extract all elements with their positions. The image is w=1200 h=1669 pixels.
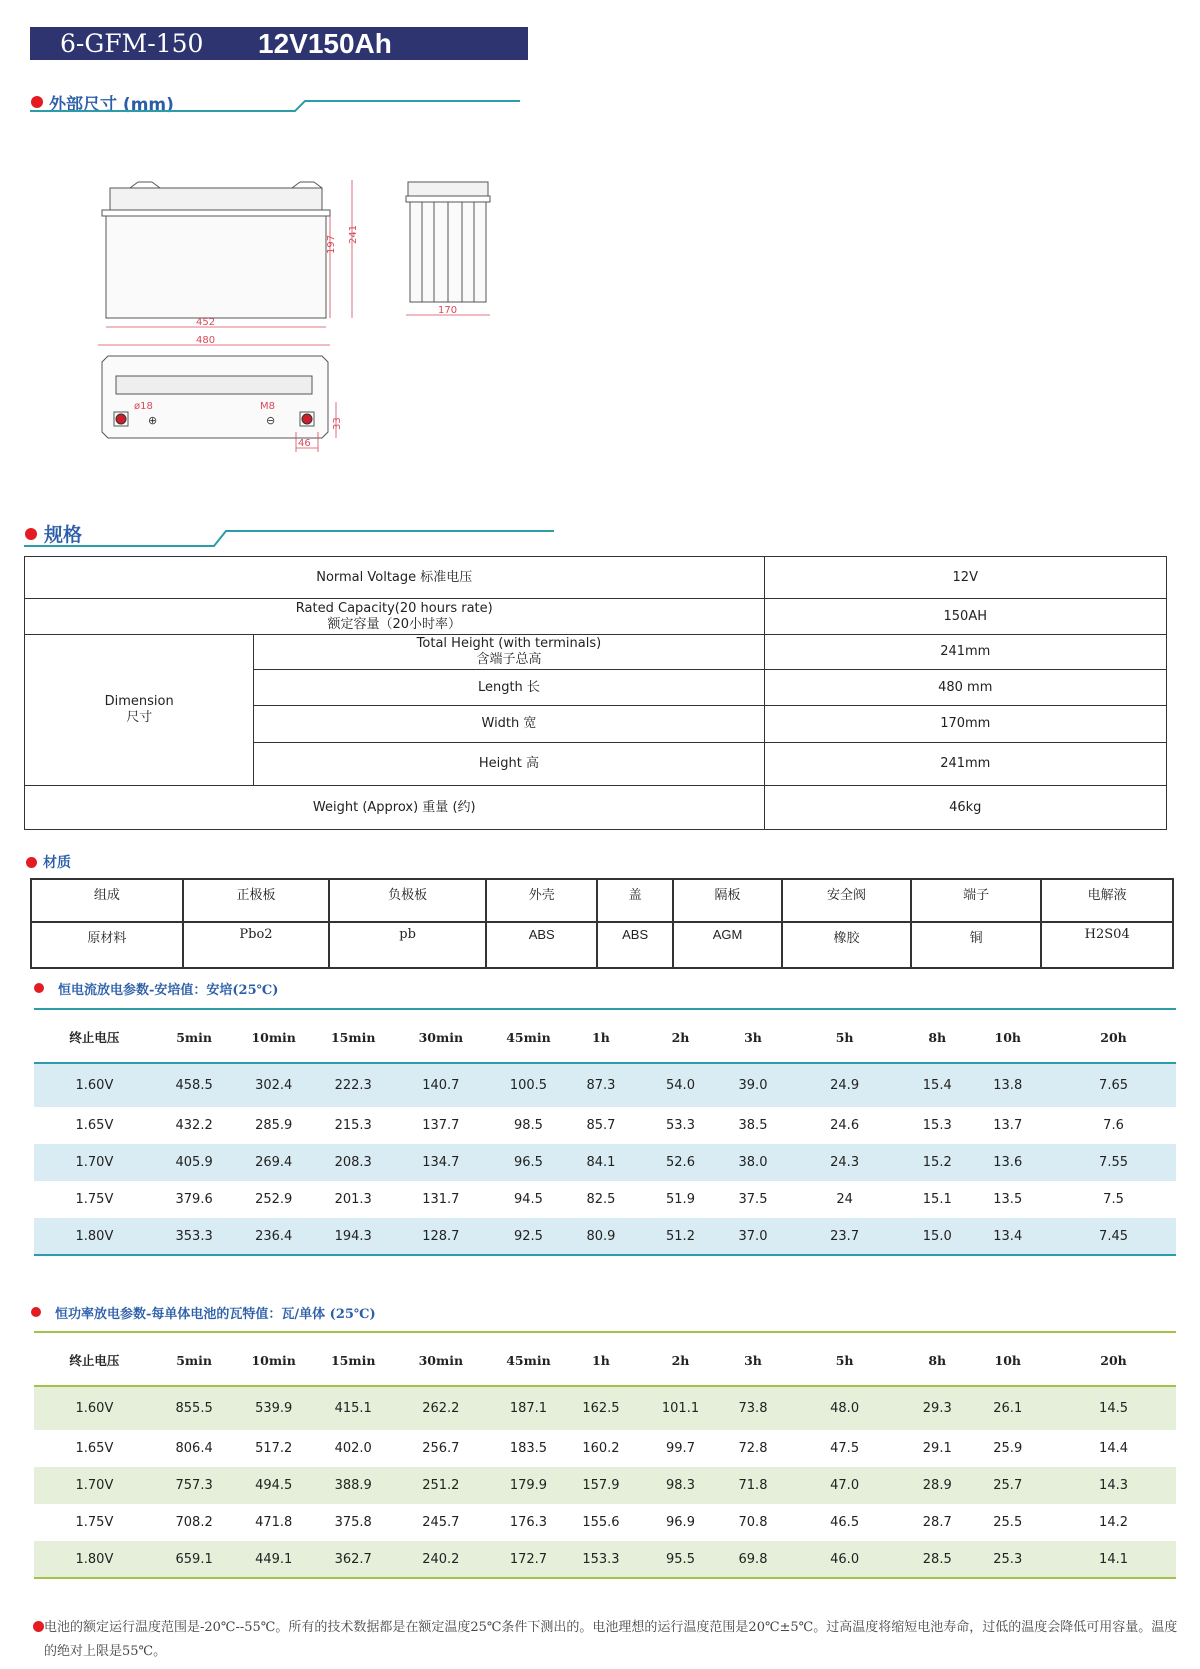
table-header-cell: 2h xyxy=(634,1335,727,1386)
table-row xyxy=(34,1430,1176,1467)
table-cell: 96.9 xyxy=(666,1515,695,1530)
table-cell: 101.1 xyxy=(661,1401,700,1416)
table-cell: 245.7 xyxy=(422,1515,460,1530)
current-discharge-table xyxy=(34,1012,1176,1256)
table-cell: 13.5 xyxy=(993,1192,1023,1207)
table-cell: 54.0 xyxy=(666,1078,695,1093)
spec-total-height-cn: 含端子总高 xyxy=(476,652,542,667)
table-cell: 82.5 xyxy=(586,1192,616,1207)
table-cell: 1.70V xyxy=(75,1478,114,1493)
material-table xyxy=(30,878,1174,969)
table-cell: 222.3 xyxy=(334,1078,372,1093)
spec-dimension-en: Dimension xyxy=(104,694,174,709)
table-cell: 70.8 xyxy=(738,1515,768,1530)
table-cell: 855.5 xyxy=(175,1401,213,1416)
table-cell: 162.5 xyxy=(582,1401,620,1416)
table-header-cell: 5h xyxy=(779,1012,910,1063)
table-cell: 252.9 xyxy=(255,1192,293,1207)
section-title-material: 材质 xyxy=(43,855,71,871)
material-header-cell: 组成 xyxy=(31,879,183,922)
dim-452: 452 xyxy=(196,317,216,328)
table-row xyxy=(34,1181,1176,1218)
table-cell: 73.8 xyxy=(738,1401,768,1416)
table-cell: 7.65 xyxy=(1099,1078,1128,1093)
spec-voltage-value: 12V xyxy=(764,557,1166,599)
power-discharge-table xyxy=(34,1335,1176,1579)
title-bar xyxy=(30,27,528,60)
table-cell: 37.5 xyxy=(738,1192,768,1207)
spec-capacity-label xyxy=(25,599,765,635)
table-cell: 96.5 xyxy=(513,1155,543,1170)
table-header-cell: 10min xyxy=(233,1335,314,1386)
table-cell: 187.1 xyxy=(509,1401,548,1416)
table-cell: 14.3 xyxy=(1099,1478,1128,1493)
dim-18: ø18 xyxy=(134,401,153,412)
table-row xyxy=(34,1467,1176,1504)
table-header-cell: 15min xyxy=(314,1012,393,1063)
table-cell: 379.6 xyxy=(175,1192,213,1207)
table-cell: 449.1 xyxy=(233,1541,314,1578)
table-cell: 51.2 xyxy=(634,1218,727,1255)
table-cell: 28.7 xyxy=(922,1515,952,1530)
table-cell: 1.60V xyxy=(75,1078,114,1093)
spec-weight-label: Weight (Approx) 重量 (约) xyxy=(25,786,765,830)
section-underline xyxy=(24,526,554,550)
table-header-cell: 5h xyxy=(779,1335,910,1386)
spec-total-height-en: Total Height (with terminals) xyxy=(416,636,602,651)
table-cell: 13.7 xyxy=(993,1118,1023,1133)
table-cell: 25.7 xyxy=(993,1478,1023,1493)
spec-width-value: 170mm xyxy=(764,706,1166,743)
table-cell: 415.1 xyxy=(334,1401,372,1416)
table-cell: 24.9 xyxy=(830,1078,860,1093)
table-header-cell: 5min xyxy=(155,1012,234,1063)
table-header-cell: 10min xyxy=(233,1012,314,1063)
minus-sign-icon: ⊖ xyxy=(266,414,276,427)
table-cell: 179.9 xyxy=(509,1478,548,1493)
material-value-cell: pb xyxy=(329,922,486,968)
dim-m8: M8 xyxy=(260,401,275,412)
table-cell: 24.3 xyxy=(830,1155,860,1170)
table-cell: 302.4 xyxy=(255,1078,293,1093)
table-cell: 1.75V xyxy=(75,1515,114,1530)
spec-height-value: 241mm xyxy=(764,743,1166,786)
table-header-row xyxy=(34,1012,1176,1063)
table-header-cell: 终止电压 xyxy=(34,1012,155,1063)
table-cell: 183.5 xyxy=(509,1441,548,1456)
model-number: 6-GFM-150 xyxy=(60,29,204,58)
spec-capacity-value: 150AH xyxy=(764,599,1166,635)
material-header-cell: 负极板 xyxy=(329,879,486,922)
table-cell: 48.0 xyxy=(830,1401,860,1416)
table-cell: 25.5 xyxy=(993,1515,1023,1530)
table-cell: 285.9 xyxy=(255,1118,293,1133)
table-row xyxy=(34,1144,1176,1181)
table-cell: 128.7 xyxy=(393,1218,490,1255)
table-cell: 375.8 xyxy=(334,1515,372,1530)
dim-197: 197 xyxy=(326,234,337,254)
table-header-cell: 1h xyxy=(568,1335,634,1386)
front-view xyxy=(102,182,330,318)
table-cell: 194.3 xyxy=(314,1218,393,1255)
table-cell: 517.2 xyxy=(255,1441,293,1456)
spec-height-label: Height 高 xyxy=(254,743,764,786)
table-cell: 208.3 xyxy=(334,1155,372,1170)
material-value-cell: 原材料 xyxy=(31,922,183,968)
table-cell: 708.2 xyxy=(175,1515,213,1530)
table-row xyxy=(34,1504,1176,1541)
table-header-cell: 30min xyxy=(393,1335,490,1386)
table-cell: 215.3 xyxy=(334,1118,372,1133)
note-bullet-icon xyxy=(33,1621,44,1632)
dim-241: 241 xyxy=(348,224,359,244)
table-cell: 140.7 xyxy=(422,1078,460,1093)
section-title-current: 恒电流放电参数-安培值：安培(25℃) xyxy=(58,983,279,998)
table-row xyxy=(34,1386,1176,1430)
table-header-cell: 1h xyxy=(568,1012,634,1063)
table-cell: 25.9 xyxy=(993,1441,1023,1456)
table-cell: 134.7 xyxy=(422,1155,460,1170)
plus-sign-icon: ⊕ xyxy=(148,414,158,427)
table-cell: 405.9 xyxy=(175,1155,213,1170)
material-header-cell: 隔板 xyxy=(673,879,782,922)
table-cell: 47.5 xyxy=(830,1441,860,1456)
table-cell: 1.65V xyxy=(75,1118,114,1133)
table-cell: 269.4 xyxy=(255,1155,293,1170)
spec-capacity-label-en: Rated Capacity(20 hours rate) xyxy=(295,600,493,616)
section-underline xyxy=(30,96,520,116)
table-cell: 15.3 xyxy=(922,1118,952,1133)
table-cell: 14.2 xyxy=(1099,1515,1128,1530)
material-header-cell: 盖 xyxy=(597,879,672,922)
section-bullet-icon xyxy=(31,1307,41,1317)
table-cell: 757.3 xyxy=(175,1478,213,1493)
table-cell: 28.9 xyxy=(922,1478,952,1493)
table-cell: 85.7 xyxy=(586,1118,616,1133)
table-cell: 46.0 xyxy=(779,1541,910,1578)
spec-weight-value: 46kg xyxy=(764,786,1166,830)
table-cell: 7.55 xyxy=(1099,1155,1128,1170)
section-bullet-icon xyxy=(26,857,37,868)
table-cell: 659.1 xyxy=(155,1541,234,1578)
table-cell: 37.0 xyxy=(727,1218,779,1255)
table-cell: 388.9 xyxy=(334,1478,372,1493)
table-cell: 29.3 xyxy=(922,1401,952,1416)
spec-dimension-label xyxy=(25,635,254,786)
table-row xyxy=(34,1541,1176,1578)
table-cell: 99.7 xyxy=(666,1441,695,1456)
table-header-cell: 20h xyxy=(1051,1335,1176,1386)
table-header-cell: 10h xyxy=(964,1012,1051,1063)
dim-170: 170 xyxy=(438,305,458,316)
table-cell: 7.6 xyxy=(1103,1118,1124,1133)
table-row xyxy=(34,1107,1176,1144)
table-cell: 39.0 xyxy=(738,1078,768,1093)
table-header-cell: 3h xyxy=(727,1335,779,1386)
dim-46: 46 xyxy=(298,438,311,449)
table-header-cell: 15min xyxy=(314,1335,393,1386)
material-header-cell: 外壳 xyxy=(486,879,597,922)
table-cell: 72.8 xyxy=(738,1441,768,1456)
spec-capacity-label-cn: 额定容量（20小时率） xyxy=(327,616,462,632)
table-cell: 176.3 xyxy=(509,1515,548,1530)
material-value-cell: 铜 xyxy=(911,922,1042,968)
table-cell: 7.45 xyxy=(1051,1218,1176,1255)
table-cell: 172.7 xyxy=(489,1541,568,1578)
table-cell: 14.1 xyxy=(1051,1541,1176,1578)
spec-total-height-label xyxy=(254,635,764,670)
table-cell: 155.6 xyxy=(582,1515,620,1530)
table-cell: 131.7 xyxy=(422,1192,460,1207)
table-cell: 402.0 xyxy=(334,1441,372,1456)
table-cell: 25.3 xyxy=(964,1541,1051,1578)
table-cell: 52.6 xyxy=(666,1155,695,1170)
table-cell: 38.5 xyxy=(738,1118,768,1133)
model-spec: 12V150Ah xyxy=(258,28,392,59)
table-cell: 494.5 xyxy=(255,1478,293,1493)
table-cell: 69.8 xyxy=(727,1541,779,1578)
table-cell: 80.9 xyxy=(568,1218,634,1255)
dim-480: 480 xyxy=(196,335,216,346)
table-cell: 14.4 xyxy=(1099,1441,1128,1456)
battery-drawing xyxy=(30,180,550,470)
table-cell: 256.7 xyxy=(422,1441,460,1456)
table-cell: 458.5 xyxy=(175,1078,213,1093)
table-cell: 240.2 xyxy=(393,1541,490,1578)
dim-33: 33 xyxy=(332,417,343,430)
table-row xyxy=(34,1218,1176,1255)
table-cell: 251.2 xyxy=(422,1478,460,1493)
table-cell: 13.6 xyxy=(993,1155,1023,1170)
material-header-cell: 端子 xyxy=(911,879,1042,922)
table-cell: 46.5 xyxy=(830,1515,860,1530)
table-cell: 23.7 xyxy=(779,1218,910,1255)
table-header-cell: 45min xyxy=(489,1335,568,1386)
material-value-cell: ABS xyxy=(597,922,672,968)
table-header-cell: 终止电压 xyxy=(34,1335,155,1386)
section-title-dimensions: 外部尺寸 (mm) xyxy=(49,95,174,115)
section-title-power: 恒功率放电参数-每单体电池的瓦特值：瓦/单体 (25℃) xyxy=(55,1307,376,1322)
table-cell: 29.1 xyxy=(922,1441,952,1456)
table-cell: 38.0 xyxy=(738,1155,768,1170)
table-cell: 15.0 xyxy=(910,1218,964,1255)
temperature-note: 电池的额定运行温度范围是-20℃--55℃。所有的技术数据都是在额定温度25℃条件下测出的。电池理想的运行温度范围是20℃±5℃。过高温度将缩短电池寿命，过低的温度会降低可用容量。温度的绝对上限是55℃。 xyxy=(44,1620,1178,1659)
table-cell: 98.3 xyxy=(666,1478,695,1493)
table-cell: 1.70V xyxy=(75,1155,114,1170)
material-value-cell: Pbo2 xyxy=(183,922,330,968)
table-cell: 53.3 xyxy=(666,1118,695,1133)
table-cell: 47.0 xyxy=(830,1478,860,1493)
table-cell: 1.65V xyxy=(75,1441,114,1456)
table-cell: 15.2 xyxy=(922,1155,952,1170)
table-cell: 87.3 xyxy=(586,1078,616,1093)
spec-length-label: Length 长 xyxy=(254,670,764,706)
table-cell: 262.2 xyxy=(422,1401,460,1416)
side-view xyxy=(406,182,490,302)
negative-terminal-icon xyxy=(302,414,312,424)
material-value-cell: ABS xyxy=(486,922,597,968)
table-cell: 24 xyxy=(836,1192,853,1207)
table-header-cell: 8h xyxy=(910,1012,964,1063)
spec-width-label: Width 宽 xyxy=(254,706,764,743)
table-cell: 95.5 xyxy=(634,1541,727,1578)
spec-table xyxy=(24,556,1167,830)
table-cell: 51.9 xyxy=(666,1192,695,1207)
section-title-specs: 规格 xyxy=(44,524,83,546)
table-cell: 15.1 xyxy=(922,1192,952,1207)
spec-total-height-value: 241mm xyxy=(764,635,1166,670)
material-header-cell: 正极板 xyxy=(183,879,330,922)
table-header-row xyxy=(34,1335,1176,1386)
table-cell: 28.5 xyxy=(910,1541,964,1578)
table-cell: 1.80V xyxy=(34,1541,155,1578)
table-cell: 7.5 xyxy=(1103,1192,1124,1207)
table-cell: 1.80V xyxy=(34,1218,155,1255)
table-cell: 100.5 xyxy=(509,1078,548,1093)
spec-length-value: 480 mm xyxy=(764,670,1166,706)
spec-voltage-label: Normal Voltage 标准电压 xyxy=(25,557,765,599)
material-value-cell: 橡胶 xyxy=(782,922,911,968)
table-cell: 1.75V xyxy=(75,1192,114,1207)
table-header-cell: 20h xyxy=(1051,1012,1176,1063)
table-cell: 24.6 xyxy=(830,1118,860,1133)
table-cell: 153.3 xyxy=(568,1541,634,1578)
table-cell: 15.4 xyxy=(922,1078,952,1093)
table-cell: 539.9 xyxy=(255,1401,293,1416)
table-cell: 471.8 xyxy=(255,1515,293,1530)
table-cell: 13.8 xyxy=(993,1078,1023,1093)
table-cell: 201.3 xyxy=(334,1192,372,1207)
section-bullet-icon xyxy=(34,983,44,993)
table-cell: 84.1 xyxy=(586,1155,616,1170)
table-cell: 362.7 xyxy=(314,1541,393,1578)
table-cell: 14.5 xyxy=(1099,1401,1128,1416)
material-value-cell: AGM xyxy=(673,922,782,968)
table-cell: 137.7 xyxy=(422,1118,460,1133)
table-cell: 1.60V xyxy=(75,1401,114,1416)
table-cell: 806.4 xyxy=(175,1441,213,1456)
section-underline xyxy=(34,1331,1176,1333)
table-cell: 71.8 xyxy=(738,1478,768,1493)
table-cell: 432.2 xyxy=(175,1118,213,1133)
table-header-cell: 10h xyxy=(964,1335,1051,1386)
table-cell: 236.4 xyxy=(233,1218,314,1255)
table-header-cell: 2h xyxy=(634,1012,727,1063)
table-cell: 13.4 xyxy=(964,1218,1051,1255)
material-header-cell: 电解液 xyxy=(1041,879,1173,922)
table-cell: 98.5 xyxy=(513,1118,543,1133)
table-row xyxy=(34,1063,1176,1107)
table-header-cell: 30min xyxy=(393,1012,490,1063)
table-header-cell: 8h xyxy=(910,1335,964,1386)
material-header-cell: 安全阀 xyxy=(782,879,911,922)
positive-terminal-icon xyxy=(116,414,126,424)
table-header-cell: 45min xyxy=(489,1012,568,1063)
table-cell: 157.9 xyxy=(582,1478,620,1493)
spec-dimension-cn: 尺寸 xyxy=(126,710,153,725)
section-underline xyxy=(34,1008,1176,1010)
table-header-cell: 3h xyxy=(727,1012,779,1063)
table-cell: 160.2 xyxy=(582,1441,620,1456)
table-header-cell: 5min xyxy=(155,1335,234,1386)
table-cell: 92.5 xyxy=(489,1218,568,1255)
table-cell: 26.1 xyxy=(993,1401,1023,1416)
top-view xyxy=(102,356,328,438)
material-value-cell: H2S04 xyxy=(1041,922,1173,968)
table-cell: 353.3 xyxy=(155,1218,234,1255)
table-cell: 94.5 xyxy=(513,1192,543,1207)
